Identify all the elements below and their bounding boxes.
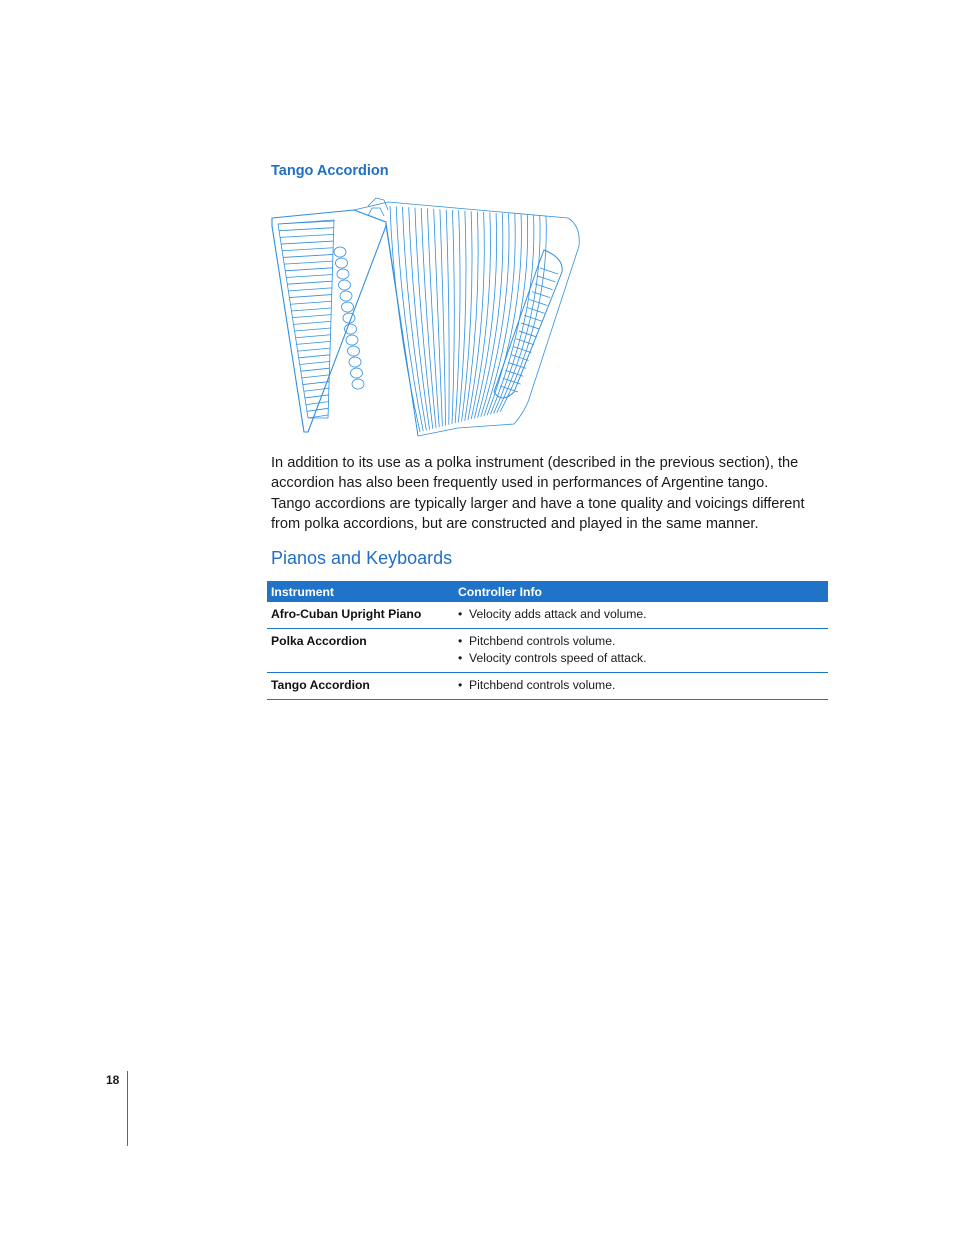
- controller-info-cell: [454, 673, 828, 700]
- controller-info-cell: [454, 629, 828, 673]
- table-header-row: [267, 581, 828, 602]
- table-row: [267, 602, 828, 629]
- instrument-cell: Afro-Cuban Upright Piano: [267, 602, 454, 629]
- page-number: 18: [106, 1073, 120, 1087]
- column-header-controller-info: Controller Info: [454, 581, 828, 602]
- instrument-cell: Polka Accordion: [267, 629, 454, 673]
- info-bullet: • Pitchbend controls volume.: [458, 677, 824, 694]
- figure-heading: Tango Accordion: [271, 163, 389, 179]
- info-bullet: • Velocity adds attack and volume.: [458, 606, 824, 623]
- table-row: [267, 629, 828, 673]
- controller-info-table: [267, 581, 828, 700]
- section-title: Pianos and Keyboards: [271, 548, 453, 568]
- table-row: [267, 673, 828, 700]
- controller-info-cell: [454, 602, 828, 629]
- info-bullet: • Velocity controls speed of attack.: [458, 650, 824, 667]
- instrument-cell: Tango Accordion: [267, 673, 454, 700]
- body-paragraph: In addition to its use as a polka instrument (described in the previous section), the accordion has also been frequently used in performances of Argentine tango. Tango accordions are typically larger and have a tone quality and voicings different from polka accordions, but are constructed and played in the same manner.: [271, 455, 805, 532]
- info-bullet: • Pitchbend controls volume.: [458, 633, 824, 650]
- page-margin-rule: [127, 1071, 128, 1146]
- accordion-illustration: [268, 196, 586, 442]
- column-header-instrument: Instrument: [267, 581, 454, 602]
